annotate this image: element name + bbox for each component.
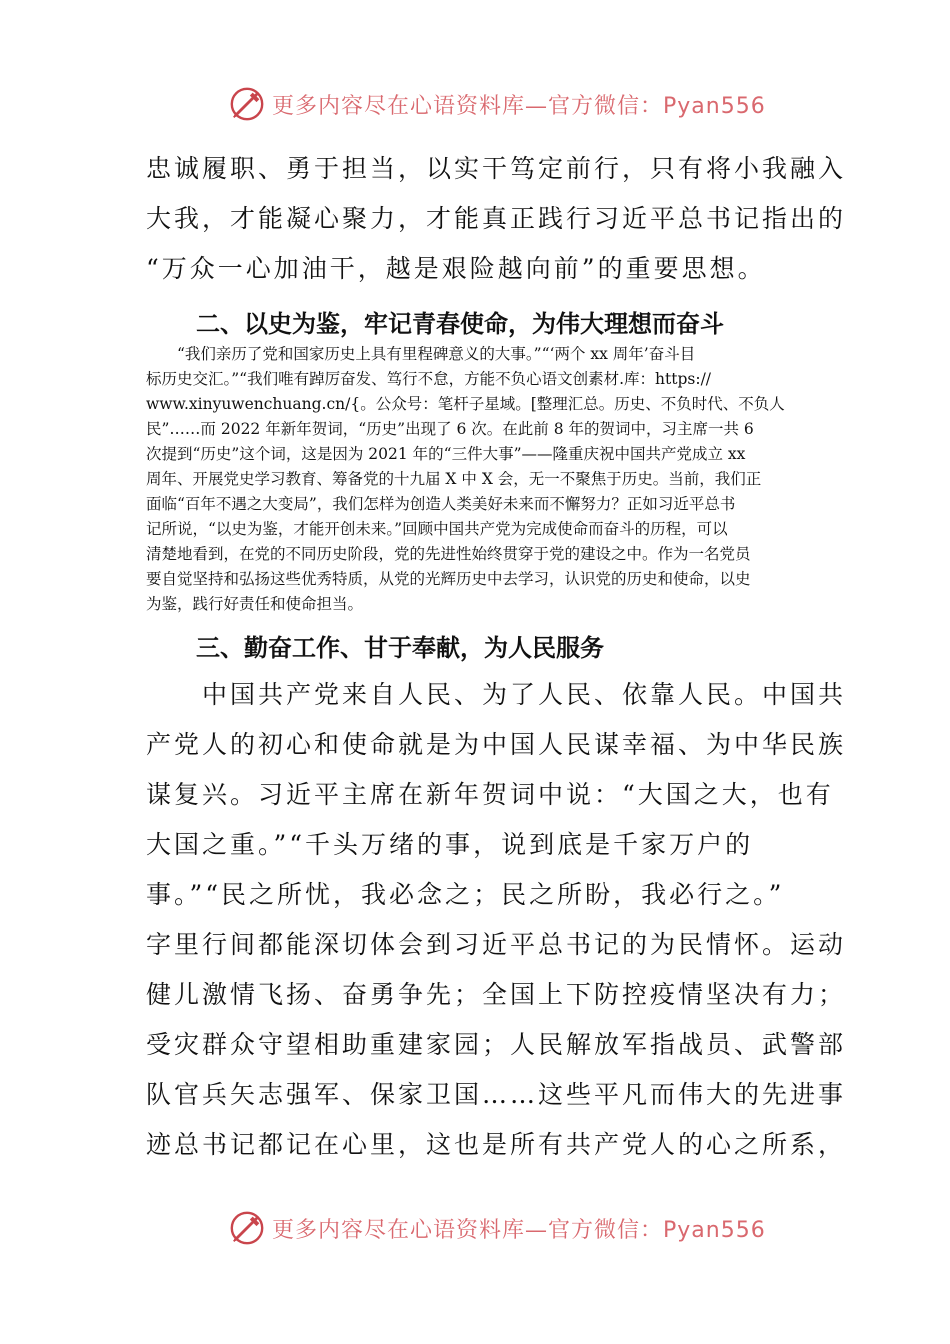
- text-line: www.xinyuwenchuang.cn/{。公众号：笔杆子星域。[整理汇总。历史、不负时代、不负人: [146, 395, 785, 413]
- text-line: 健儿激情飞扬、奋勇争先；全国上下防控疫情坚决有力；: [146, 980, 847, 1009]
- section-heading-2: 二、以史为鉴，牢记青春使命，为伟大理想而奋斗: [196, 310, 724, 338]
- banner-slogan: 更多内容尽在心语资料库—官方微信：: [272, 93, 664, 119]
- footer-banner: [0, 1206, 950, 1250]
- text-line: 要自觉坚持和弘扬这些优秀特质，从党的光辉历史中去学习，认识党的历史和使命，以史: [146, 570, 751, 588]
- text-line: 队官兵矢志强军、保家卫国……这些平凡而伟大的先进事: [146, 1080, 847, 1109]
- text-line: 大我，才能凝心聚力，才能真正践行习近平总书记指出的: [146, 204, 847, 233]
- banner-wechat-id: Pyan556: [663, 1217, 766, 1243]
- text-line: 大国之重。”“千头万绪的事，说到底是千家万户的: [146, 830, 754, 859]
- pen-logo-icon: [228, 1209, 266, 1247]
- text-line: 迹总书记都记在心里，这也是所有共产党人的心之所系，: [146, 1130, 847, 1159]
- text-line: 民”……而 2022 年新年贺词，“历史”出现了 6 次。在此前 8 年的贺词中，习主席一共 6: [146, 420, 754, 438]
- text-line: “万众一心加油干，越是艰险越向前”的重要思想。: [146, 254, 766, 283]
- paragraph-1: [146, 144, 847, 294]
- text-line: 清楚地看到，在党的不同历史阶段，党的先进性始终贯穿于党的建设之中。作为一名党员: [146, 545, 751, 563]
- text-line: 周年、开展党史学习教育、筹备党的十九届 X 中 X 会，无一不聚焦于历史。当前，我们正: [146, 470, 762, 488]
- section-heading-3: 三、勤奋工作、甘于奉献，为人民服务: [196, 634, 604, 662]
- header-banner: [0, 82, 950, 126]
- text-line: 面临“百年不遇之大变局”，我们怎样为创造人类美好未来而不懈努力？正如习近平总书: [146, 495, 736, 513]
- banner-slogan: 更多内容尽在心语资料库—官方微信：: [272, 1217, 664, 1243]
- text-line: 字里行间都能深切体会到习近平总书记的为民情怀。运动: [146, 930, 847, 959]
- text-line: 次提到“历史”这个词，这是因为 2021 年的“三件大事”——隆重庆祝中国共产党成立 xx: [146, 445, 746, 463]
- paragraph-2: [146, 342, 810, 617]
- text-line: 谋复兴。习近平主席在新年贺词中说：“大国之大，也有: [146, 780, 834, 809]
- text-line: 中国共产党来自人民、为了人民、依靠人民。中国共: [146, 680, 847, 709]
- paragraph-3: [146, 670, 847, 1170]
- text-line: 产党人的初心和使命就是为中国人民谋幸福、为中华民族: [146, 730, 847, 759]
- pen-logo-icon: [228, 85, 266, 123]
- text-line: 受灾群众守望相助重建家园；人民解放军指战员、武警部: [146, 1030, 847, 1059]
- text-line: “我们亲历了党和国家历史上具有里程碑意义的大事。”“‘两个 xx 周年’奋斗目: [146, 345, 696, 363]
- text-line: 标历史交汇。”“我们唯有踔厉奋发、笃行不怠，方能不负心语文创素材.库：https://: [146, 370, 712, 388]
- banner-text: [272, 89, 766, 120]
- banner-wechat-id: Pyan556: [663, 93, 766, 119]
- banner-text: [272, 1213, 766, 1244]
- text-line: 记所说，“以史为鉴，才能开创未来。”回顾中国共产党为完成使命而奋斗的历程，可以: [146, 520, 728, 538]
- text-line: 为鉴，践行好责任和使命担当。: [146, 595, 364, 613]
- text-line: 事。”“民之所忧，我必念之；民之所盼，我必行之。”: [146, 880, 785, 909]
- text-line: 忠诚履职、勇于担当，以实干笃定前行，只有将小我融入: [146, 154, 847, 183]
